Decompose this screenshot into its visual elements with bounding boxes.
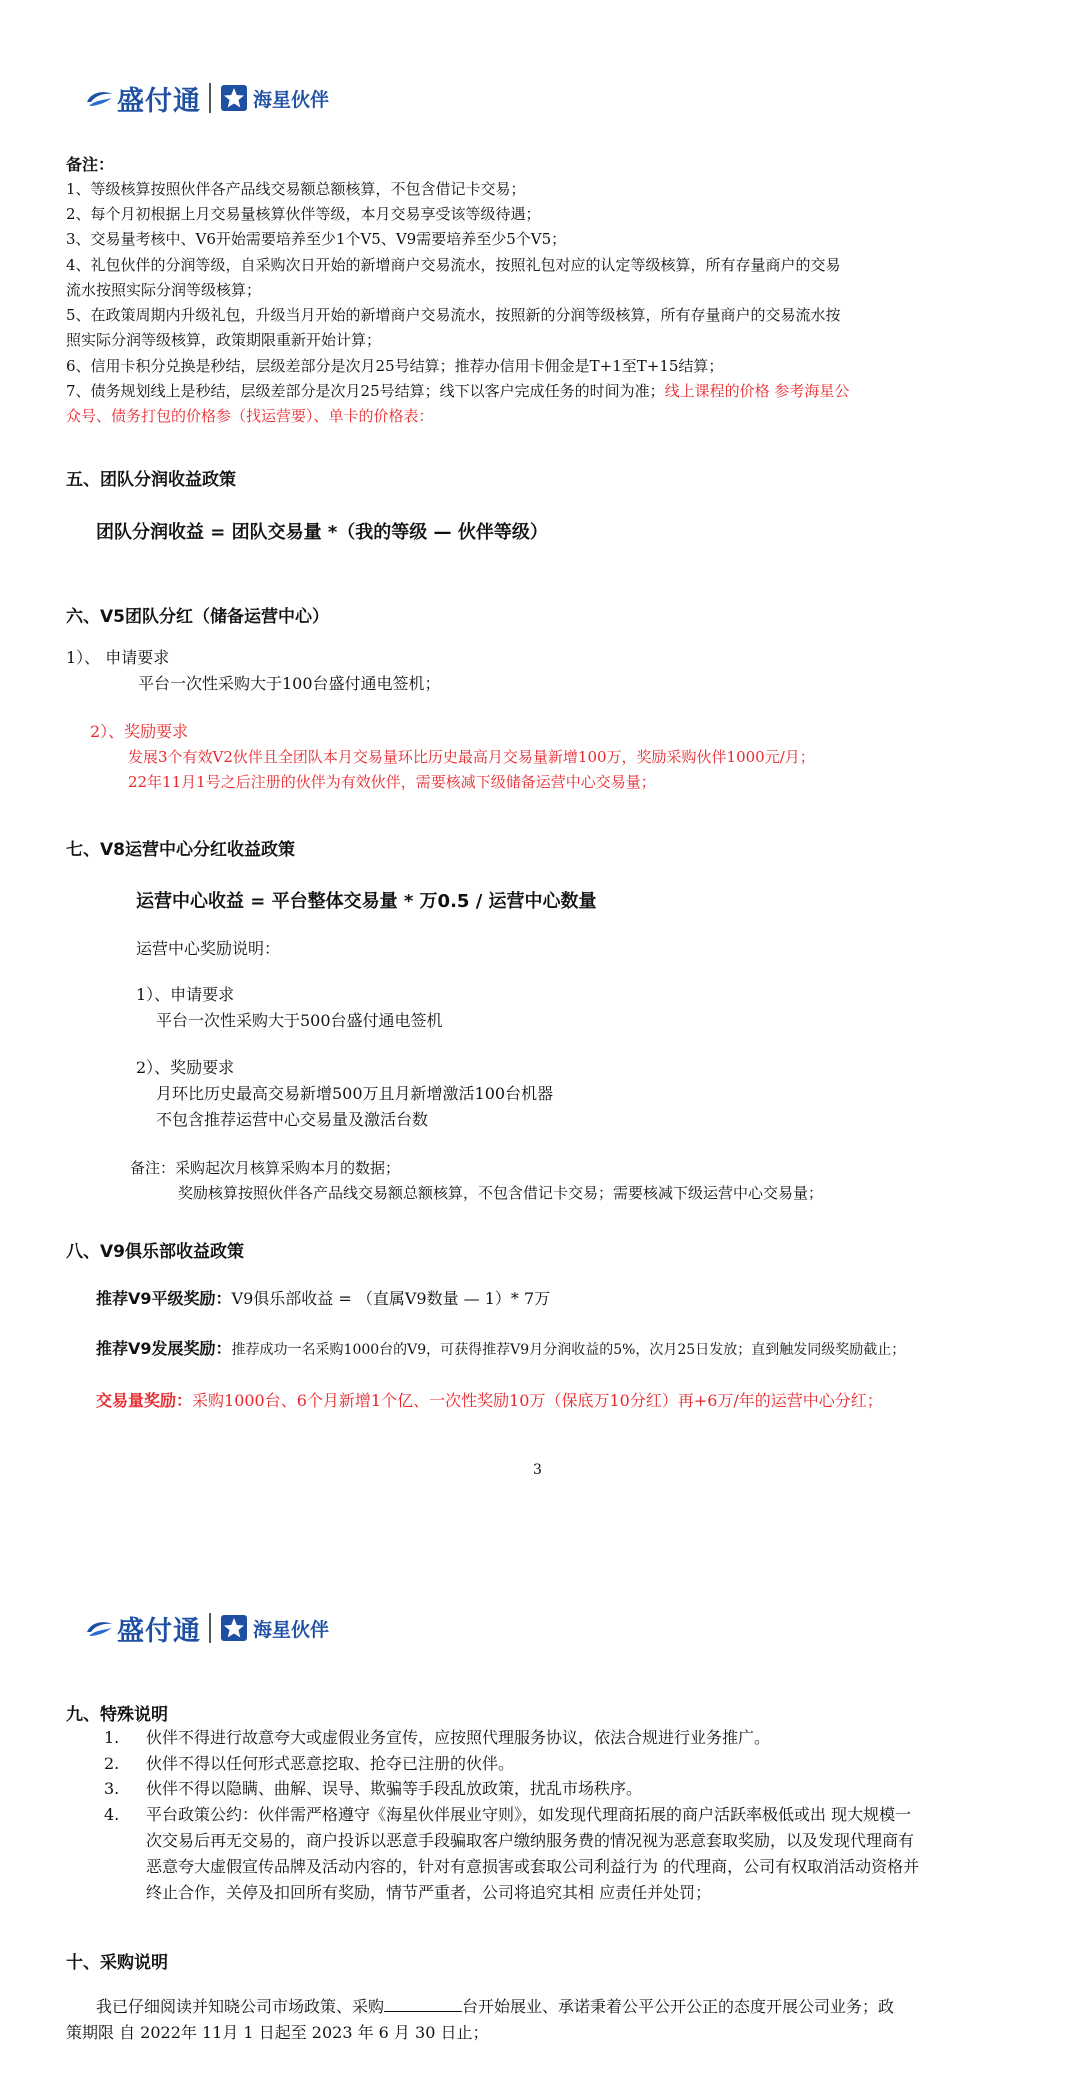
sec9-item-num: 4.	[104, 1805, 120, 1824]
note-item-7	[66, 380, 849, 402]
sec7-req-text: 平台一次性采购大于500台盛付通电签机	[156, 1011, 443, 1030]
sec10-line-2: 策期限 自 2022年 11月 1 日起至 2023 年 6 月 30 日止；	[66, 2023, 489, 2042]
sec9-item-num: 1.	[104, 1728, 120, 1747]
note-item-7-text: 7、债务规划线上是秒结，层级差部分是次月25号结算；线下以客户完成任务的时间为准；	[66, 382, 665, 400]
section-5-title: 五、团队分润收益政策	[66, 470, 236, 490]
sec7-note-label: 备注：采购起次月核算采购本月的数据；	[130, 1159, 401, 1177]
header-logo	[85, 1608, 329, 1648]
sec9-item-4-line: 平台政策公约：伙伴需严格遵守《海星伙伴展业守则》，如发现代理商拓展的商户活跃率极低或出 现大规模一	[146, 1805, 912, 1824]
sec9-item-4-line: 恶意夸大虚假宣传品牌及活动内容的，针对有意损害或套取公司利益行为 的代理商，公司有权取消活动资格并	[146, 1857, 920, 1876]
sec6-req-text: 平台一次性采购大于100台盛付通电签机；	[138, 674, 441, 693]
sec8-item-3	[96, 1389, 883, 1413]
section-8-title: 八、V9俱乐部收益政策	[66, 1242, 244, 1262]
note-item: 2、每个月初根据上月交易量核算伙伴等级，本月交易享受该等级待遇；	[66, 205, 541, 223]
sec8-item-2-text: 推荐成功一名采购1000台的V9，可获得推荐V9月分润收益的5%，次月25日发放；直到触发同级奖励截止；	[231, 1342, 906, 1358]
partner-name: 海星伙伴	[253, 1618, 330, 1641]
sec9-item-text: 伙伴不得进行故意夸大或虚假业务宣传，应按照代理服务协议，依法合规进行业务推广。	[146, 1728, 771, 1747]
sec10-line-1-a: 我已仔细阅读并知晓公司市场政策、采购	[96, 1997, 385, 2016]
sec9-item-text: 伙伴不得以任何形式恶意挖取、抢夺已注册的伙伴。	[146, 1754, 515, 1773]
logo-divider	[209, 83, 211, 113]
sec7-note-text: 奖励核算按照伙伴各产品线交易额总额核算，不包含借记卡交易；需要核减下级运营中心交易量；	[178, 1184, 824, 1202]
star-logo-icon	[221, 1615, 247, 1641]
note-item: 流水按照实际分润等级核算；	[66, 281, 262, 299]
star-logo-icon	[221, 85, 247, 111]
team-profit-formula: 团队分润收益 = 团队交易量 *（我的等级 — 伙伴等级）	[96, 522, 548, 543]
sec6-reward-line: 发展3个有效V2伙伴且全团队本月交易量环比历史最高月交易量新增100万，奖励采购伙伴1000元/月；	[128, 748, 815, 766]
sec6-reward-line: 22年11月1号之后注册的伙伴为有效伙伴，需要核减下级储备运营中心交易量；	[128, 773, 656, 791]
note-item: 6、信用卡积分兑换是秒结，层级差部分是次月25号结算；推荐办信用卡佣金是T+1至T+15结算；	[66, 357, 724, 375]
sec9-item-4-line: 次交易后再无交易的，商户投诉以恶意手段骗取客户缴纳服务费的情况视为恶意套取奖励，以及发现代理商有	[146, 1831, 915, 1850]
sec6-req-label: 1）、 申请要求	[66, 648, 170, 667]
sec8-item-2-label: 推荐V9发展奖励：	[96, 1339, 232, 1358]
note-item-7-cont: 众号、债务打包的价格参（找运营要）、单卡的价格表：	[66, 407, 434, 425]
swirl-logo-icon	[85, 1616, 115, 1640]
partner-name: 海星伙伴	[253, 88, 330, 111]
note-item: 5、在政策周期内升级礼包，升级当月开始的新增商户交易流水，按照新的分润等级核算，所有存量商户的交易流水按	[66, 306, 841, 324]
sec8-item-2	[96, 1337, 905, 1362]
sec7-reward-label: 2）、奖励要求	[136, 1058, 235, 1077]
sec7-req-label: 1）、申请要求	[136, 985, 235, 1004]
section-9-title: 九、特殊说明	[66, 1705, 168, 1725]
swirl-logo-icon	[85, 86, 115, 110]
section-10-title: 十、采购说明	[66, 1953, 168, 1973]
header-logo	[85, 78, 329, 118]
sec7-reward-line: 不包含推荐运营中心交易量及激活台数	[156, 1110, 429, 1129]
section-7-title: 七、V8运营中心分红收益政策	[66, 840, 295, 860]
sec10-line-1	[96, 1995, 894, 2019]
sec9-item-4-line: 终止合作，关停及扣回所有奖励，情节严重者，公司将追究其相 应责任并处罚；	[146, 1883, 712, 1902]
quantity-blank	[384, 1995, 462, 2012]
note-item-7-highlight: 线上课程的价格 参考海星公	[664, 382, 850, 400]
sec8-item-1	[96, 1287, 550, 1311]
notes-title: 备注：	[66, 155, 115, 174]
sec10-line-1-b: 台开始展业、承诺秉着公平公开公正的态度开展公司业务；政	[462, 1997, 895, 2016]
sec9-item-num: 2.	[104, 1754, 120, 1773]
note-item: 照实际分润等级核算，政策期限重新开始计算；	[66, 331, 382, 349]
sec9-item-num: 3.	[104, 1779, 120, 1798]
ops-center-formula: 运营中心收益 = 平台整体交易量 * 万0.5 / 运营中心数量	[136, 891, 597, 912]
note-item: 1、等级核算按照伙伴各产品线交易额总额核算，不包含借记卡交易；	[66, 180, 526, 198]
brand-name: 盛付通	[117, 85, 201, 117]
logo-divider	[209, 1613, 211, 1643]
sec7-reward-line: 月环比历史最高交易新增500万且月新增激活100台机器	[156, 1084, 554, 1103]
sec8-item-3-label: 交易量奖励：	[96, 1391, 193, 1410]
sec7-desc: 运营中心奖励说明：	[136, 939, 281, 958]
sec8-item-1-text: V9俱乐部收益 = （直属V9数量 — 1）* 7万	[231, 1289, 551, 1308]
sec8-item-3-text: 采购1000台、6个月新增1个亿、一次性奖励10万（保底万10分红）再+6万/年的运营中心分红；	[192, 1391, 883, 1410]
sec6-reward-label: 2）、奖励要求	[90, 722, 189, 741]
note-item: 3、交易量考核中、V6开始需要培养至少1个V5、V9需要培养至少5个V5；	[66, 230, 567, 248]
brand-name: 盛付通	[117, 1615, 201, 1647]
note-item: 4、礼包伙伴的分润等级，自采购次日开始的新增商户交易流水，按照礼包对应的认定等级核算，所有存量商户的交易	[66, 256, 841, 274]
page-number: 3	[533, 1462, 542, 1478]
sec8-item-1-label: 推荐V9平级奖励：	[96, 1289, 232, 1308]
section-6-title: 六、V5团队分红（储备运营中心）	[66, 607, 329, 627]
sec9-item-text: 伙伴不得以隐瞒、曲解、误导、欺骗等手段乱放政策，扰乱市场秩序。	[146, 1779, 643, 1798]
